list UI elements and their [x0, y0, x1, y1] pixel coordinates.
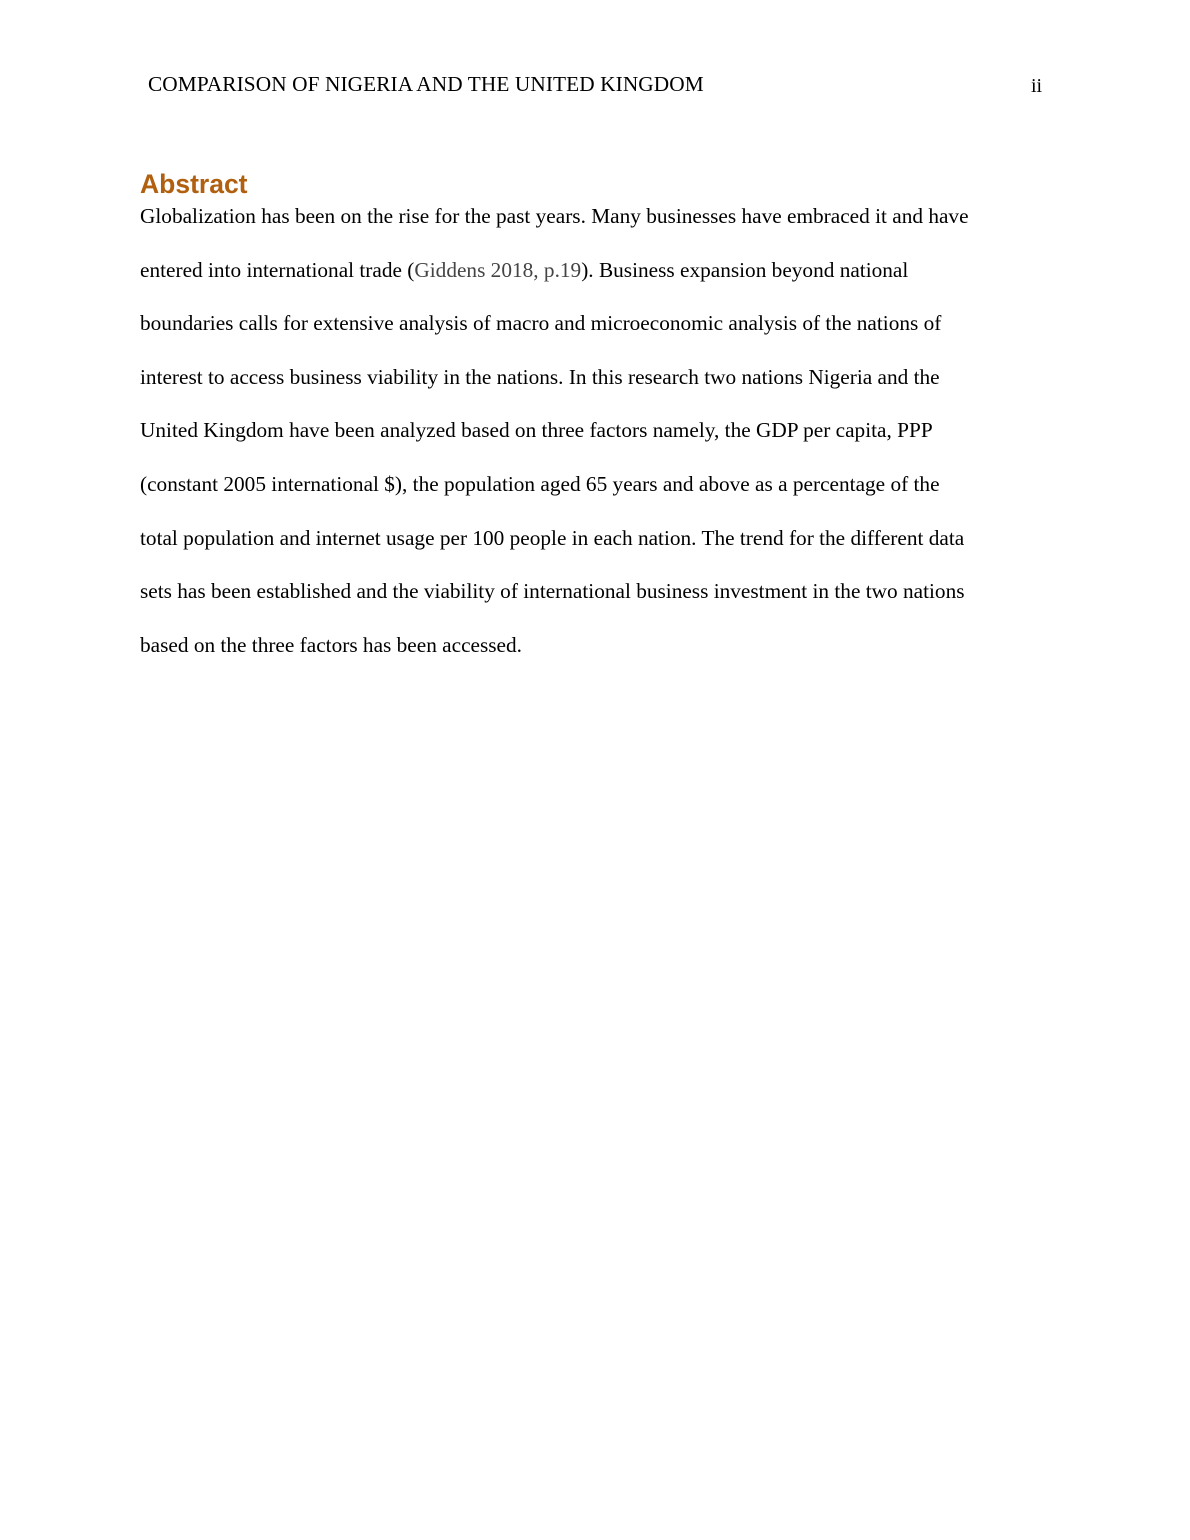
- citation: Giddens 2018, p.19: [414, 257, 582, 282]
- abstract-line: total population and internet usage per 100 people in each nation. The trend for the different data: [140, 525, 965, 550]
- page-number: ii: [1031, 75, 1043, 97]
- running-head: COMPARISON OF NIGERIA AND THE UNITED KINGDOM: [148, 72, 704, 96]
- abstract-line: Globalization has been on the rise for the past years. Many businesses have embraced it and have: [140, 204, 969, 228]
- abstract-line-segment: ). Business expansion beyond national: [581, 257, 909, 282]
- abstract-line: (constant 2005 international $), the population aged 65 years and above as a percentage of the: [140, 471, 940, 496]
- abstract-line-segment: entered into international trade (: [140, 257, 415, 282]
- abstract-line: based on the three factors has been accessed.: [140, 632, 522, 657]
- abstract-line: boundaries calls for extensive analysis of macro and microeconomic analysis of the nations of: [140, 311, 942, 336]
- abstract-line: interest to access business viability in the nations. In this research two nations Nigeria and the: [140, 364, 940, 389]
- abstract-heading: Abstract: [140, 169, 248, 199]
- abstract-line-with-citation: [140, 244, 1060, 298]
- abstract-line: United Kingdom have been analyzed based on three factors namely, the GDP per capita, PPP: [140, 418, 933, 443]
- abstract-body: [140, 190, 1060, 672]
- abstract-line: sets has been established and the viability of international business investment in the two nations: [140, 579, 965, 604]
